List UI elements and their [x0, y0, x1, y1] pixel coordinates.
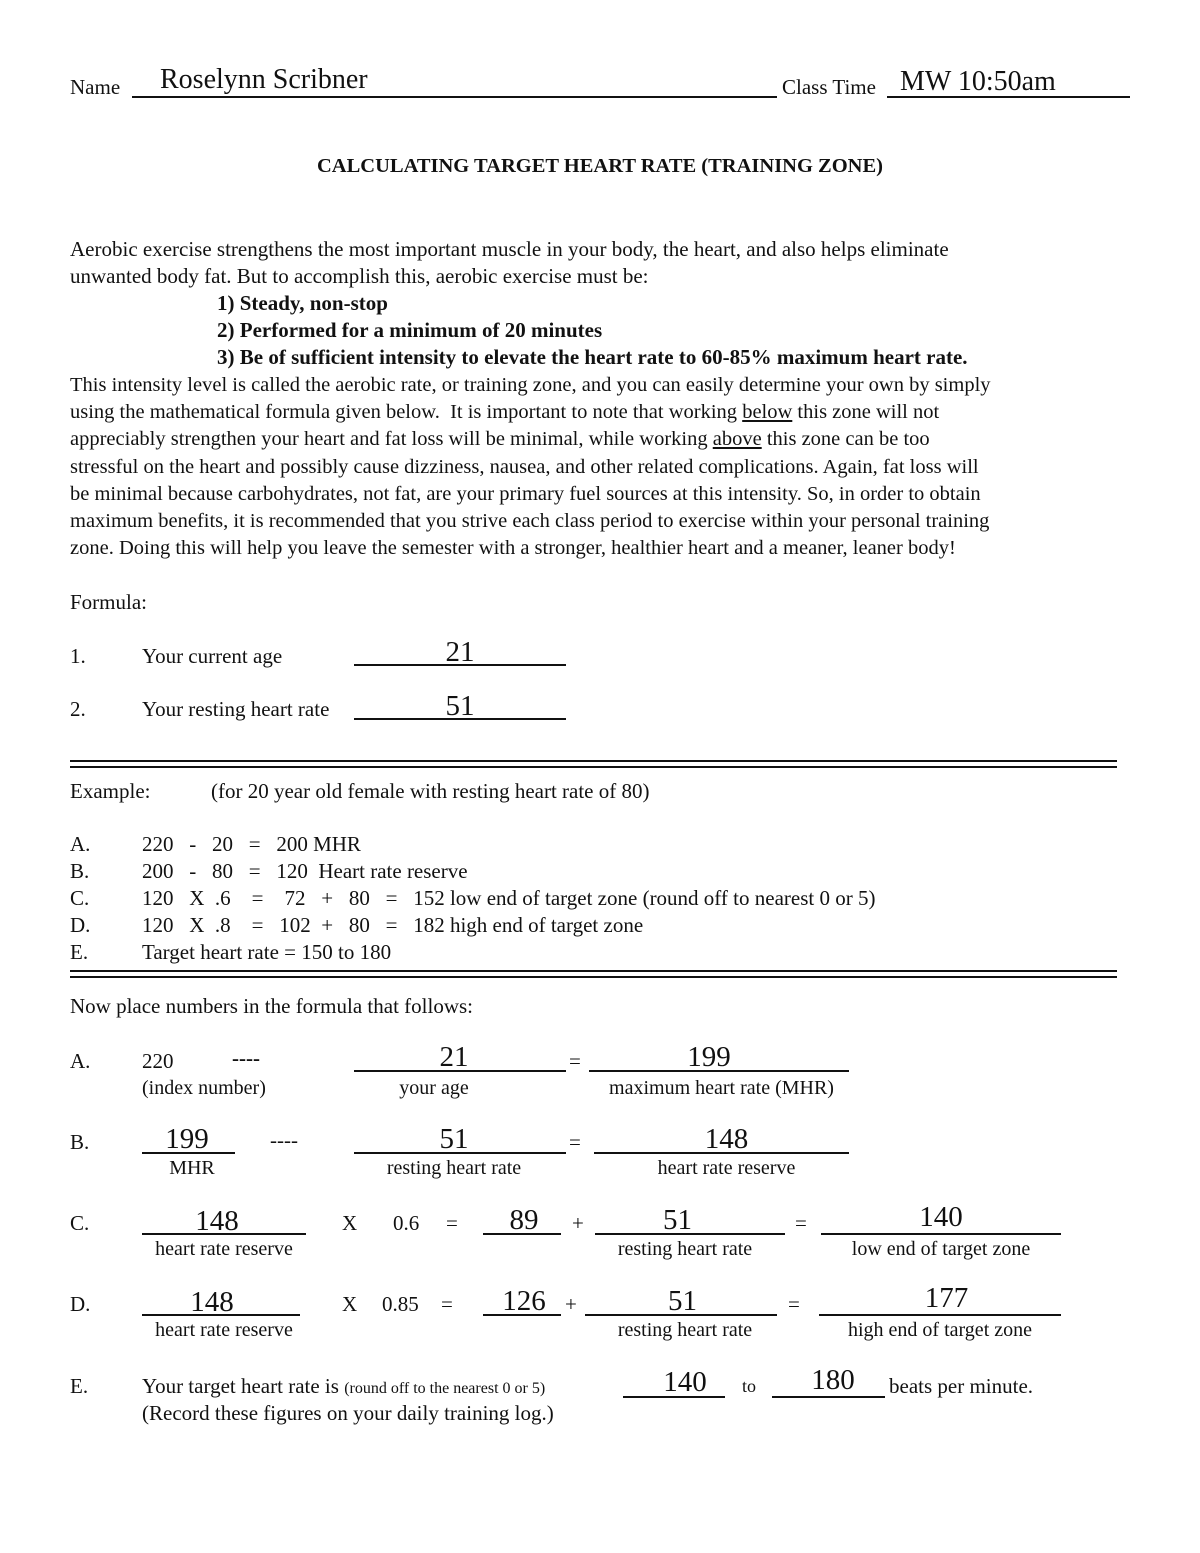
double-divider	[70, 760, 1117, 768]
page-title: CALCULATING TARGET HEART RATE (TRAINING ZONE)	[317, 155, 883, 177]
row-a-letter: A.	[70, 1049, 91, 1073]
paragraph-text: this zone will not	[792, 401, 940, 424]
row-c-rhr-caption: resting heart rate	[617, 1238, 753, 1260]
row-b-rhr-field[interactable]: 51	[439, 1123, 469, 1155]
index-caption: (index number)	[142, 1077, 266, 1099]
worksheet-intro: Now place numbers in the formula that follows:	[70, 994, 473, 1018]
emphasis-below: below	[742, 401, 793, 424]
row-c-result-caption: low end of target zone	[851, 1238, 1031, 1260]
equals-sign: =	[446, 1211, 458, 1235]
example-row: 120 X .8 = 102 + 80 = 182 high end of target zone	[142, 913, 644, 937]
row-d-hrr-field[interactable]: 148	[190, 1286, 234, 1318]
emphasis-above: above	[712, 428, 762, 451]
intro-paragraph	[70, 372, 1140, 562]
paragraph-line: This intensity level is called the aerobic rate, or training zone, and you can easily determine your own by simply	[70, 374, 991, 396]
formula-item-1-number: 1.	[70, 644, 86, 668]
paragraph-text: appreciably strengthen your heart and fat loss will be minimal, while working	[70, 428, 713, 451]
row-d-factor: 0.85	[382, 1292, 419, 1316]
example-label: Example:	[70, 779, 151, 803]
formula-item-2-label: Your resting heart rate	[142, 697, 330, 721]
row-e-text	[142, 1374, 545, 1399]
example-description: (for 20 year old female with resting heart rate of 80)	[211, 779, 650, 803]
row-c-hrr-caption: heart rate reserve	[155, 1238, 293, 1260]
name-field-line	[132, 96, 777, 98]
row-e-note: (Record these figures on your daily training log.)	[142, 1401, 554, 1425]
requirement-2: 2) Performed for a minimum of 20 minutes	[217, 318, 603, 342]
row-b-hrr-field[interactable]: 148	[704, 1123, 749, 1155]
name-label: Name	[70, 75, 121, 99]
multiply-sign: X	[342, 1292, 358, 1316]
row-a-mhr-field[interactable]: 199	[687, 1041, 731, 1073]
row-a-age-field[interactable]: 21	[439, 1041, 469, 1073]
row-c-result-field[interactable]: 140	[919, 1201, 963, 1233]
row-d-rhr-field[interactable]: 51	[668, 1285, 697, 1317]
paragraph-line: stressful on the heart and possibly cause dizziness, nausea, and other related complications. Again, fat loss will	[70, 455, 979, 478]
dash-separator: ----	[270, 1128, 298, 1152]
example-letter: C.	[70, 886, 90, 910]
example-letter: D.	[70, 913, 91, 937]
row-c-hrr-field[interactable]: 148	[195, 1205, 239, 1237]
row-d-rhr-caption: resting heart rate	[617, 1319, 753, 1341]
paragraph-line	[70, 426, 1140, 453]
resting-hr-field[interactable]: 51	[445, 690, 475, 722]
equals-sign: =	[795, 1211, 807, 1235]
paragraph-text: using the mathematical formula given below. It is important to note that working	[70, 401, 743, 424]
class-time-field[interactable]: MW 10:50am	[900, 66, 1056, 97]
row-e-text-small: (round off to the nearest 0 or 5)	[344, 1380, 546, 1397]
index-number: 220	[142, 1049, 174, 1073]
row-b-mhr-field[interactable]: 199	[165, 1123, 209, 1155]
example-letter: E.	[70, 940, 89, 964]
formula-item-1-label: Your current age	[142, 644, 283, 668]
row-d-hrr-caption: heart rate reserve	[155, 1319, 293, 1341]
equals-sign: =	[569, 1130, 581, 1154]
plus-sign: +	[572, 1211, 584, 1235]
row-e-to: to	[742, 1376, 757, 1396]
row-b-rhr-caption: resting heart rate	[386, 1157, 522, 1179]
paragraph-line: zone. Doing this will help you leave the semester with a stronger, healthier heart and a meaner, leaner body!	[70, 537, 956, 560]
paragraph-line: maximum benefits, it is recommended that you strive each class period to exercise within your personal training	[70, 510, 990, 533]
target-low-field[interactable]: 140	[663, 1366, 707, 1398]
dash-separator: ----	[232, 1046, 260, 1070]
name-field[interactable]: Roselynn Scribner	[160, 64, 368, 95]
row-e-text-main: Your target heart rate is	[142, 1374, 345, 1398]
row-d-result-field[interactable]: 177	[924, 1282, 969, 1314]
age-field[interactable]: 21	[445, 636, 475, 668]
row-a-age-caption: your age	[399, 1077, 469, 1099]
row-b-hrr-caption: heart rate reserve	[657, 1157, 796, 1179]
formula-item-2-number: 2.	[70, 697, 86, 721]
target-high-line	[772, 1396, 885, 1398]
target-high-field[interactable]: 180	[811, 1364, 855, 1396]
example-row: Target heart rate = 150 to 180	[142, 940, 392, 964]
double-divider	[70, 970, 1117, 978]
row-e-suffix: beats per minute.	[889, 1374, 1034, 1398]
equals-sign: =	[441, 1292, 453, 1316]
example-row: 220 - 20 = 200 MHR	[142, 832, 361, 856]
paragraph-text: this zone can be too	[761, 428, 930, 451]
example-row: 200 - 80 = 120 Heart rate reserve	[142, 859, 468, 883]
row-c-factor: 0.6	[393, 1211, 420, 1235]
row-c-product-field[interactable]: 89	[509, 1204, 539, 1236]
equals-sign: =	[569, 1049, 581, 1073]
class-time-label: Class Time	[782, 75, 876, 99]
example-row: 120 X .6 = 72 + 80 = 152 low end of target zone (round off to nearest 0 or 5)	[142, 886, 876, 910]
row-d-letter: D.	[70, 1292, 91, 1316]
row-b-letter: B.	[70, 1130, 90, 1154]
plus-sign: +	[565, 1292, 577, 1316]
row-d-product-field[interactable]: 126	[502, 1285, 546, 1317]
equals-sign: =	[788, 1292, 800, 1316]
multiply-sign: X	[342, 1211, 358, 1235]
example-letter: A.	[70, 832, 91, 856]
requirement-3: 3) Be of sufficient intensity to elevate the heart rate to 60-85% maximum heart rate.	[217, 345, 968, 369]
paragraph-line	[70, 399, 1140, 426]
row-b-mhr-caption: MHR	[169, 1157, 215, 1179]
row-e-letter: E.	[70, 1374, 89, 1398]
formula-label: Formula:	[70, 590, 147, 614]
row-c-result-line	[821, 1233, 1061, 1235]
row-c-rhr-field[interactable]: 51	[663, 1204, 692, 1236]
requirement-1: 1) Steady, non-stop	[217, 291, 388, 315]
intro-line-2: unwanted body fat. But to accomplish this, aerobic exercise must be:	[70, 264, 649, 288]
paragraph-line: be minimal because carbohydrates, not fat, are your primary fuel sources at this intensity. So, in order to obtain	[70, 482, 981, 505]
example-letter: B.	[70, 859, 90, 883]
intro-line-1: Aerobic exercise strengthens the most important muscle in your body, the heart, and also helps eliminate	[70, 237, 949, 261]
row-d-result-caption: high end of target zone	[847, 1319, 1032, 1341]
row-c-letter: C.	[70, 1211, 90, 1235]
row-a-mhr-caption: maximum heart rate (MHR)	[609, 1077, 834, 1099]
row-d-result-line	[819, 1314, 1061, 1316]
